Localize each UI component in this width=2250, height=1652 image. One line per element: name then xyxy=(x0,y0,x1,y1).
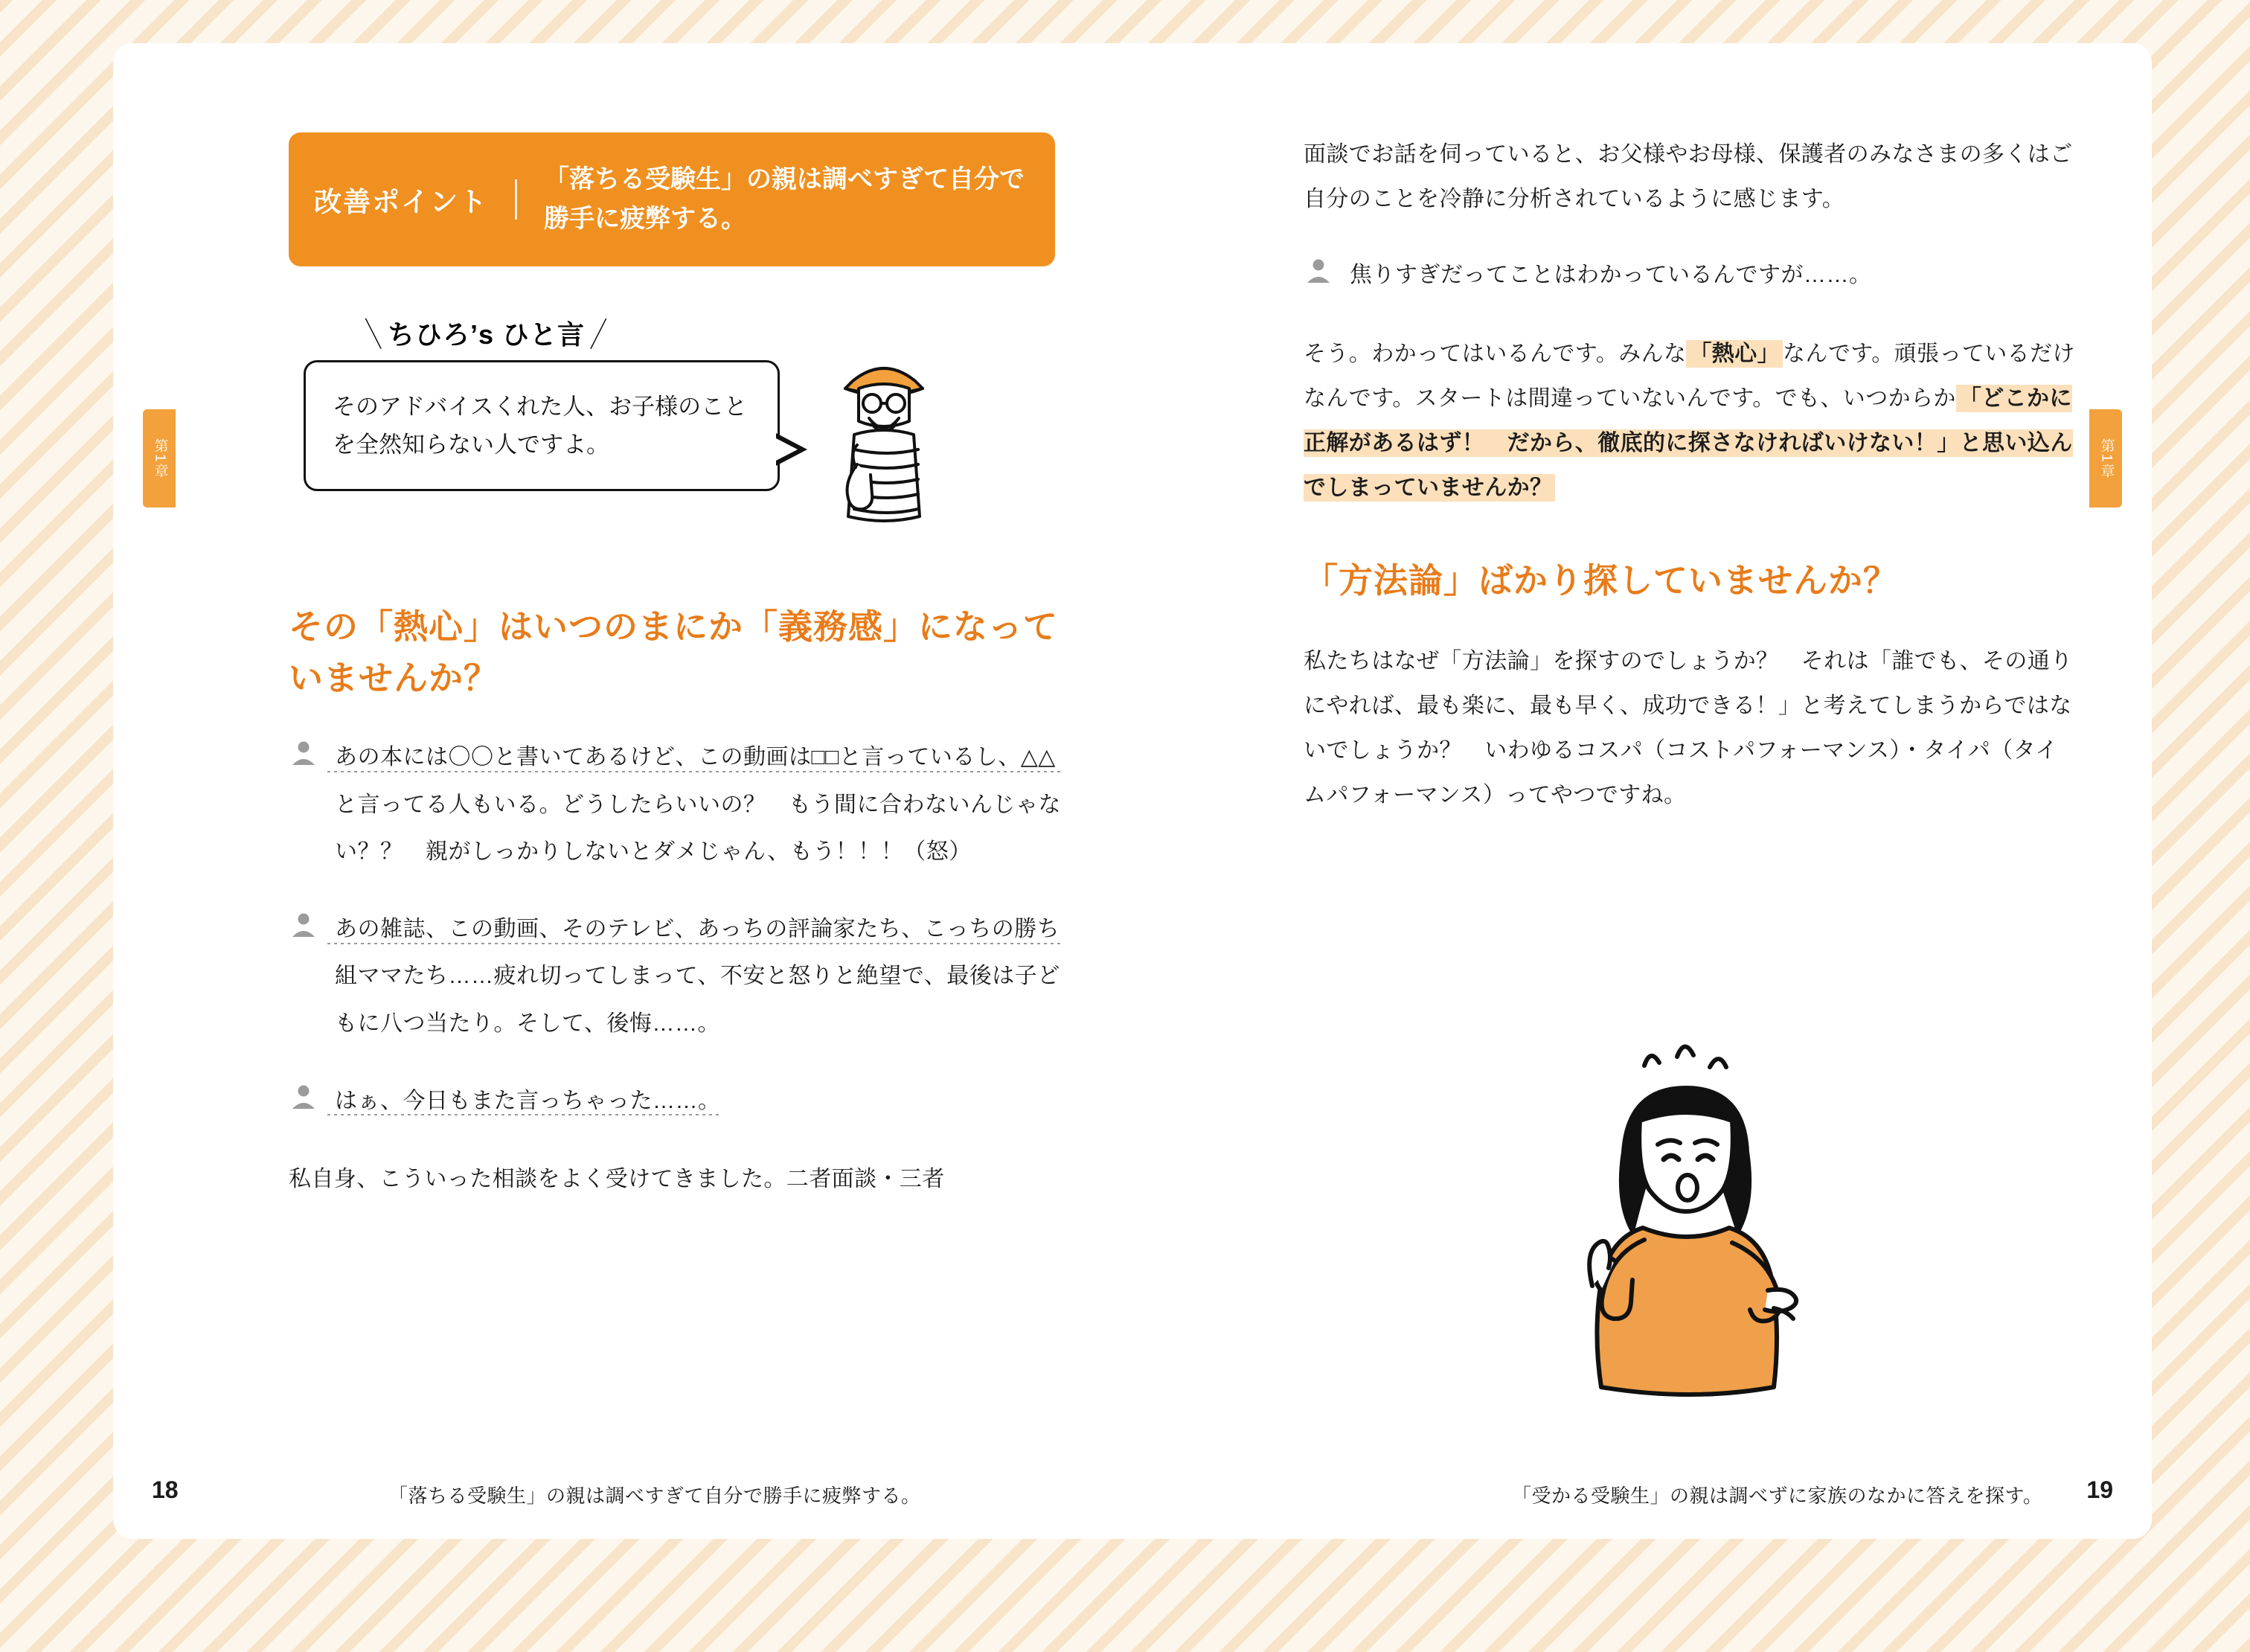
chapter-tab-right xyxy=(2089,409,2122,508)
decorative-slash-right: ／ xyxy=(581,316,618,353)
person-icon xyxy=(289,910,327,1048)
book-spread xyxy=(113,43,2152,1539)
chihiro-character-illustration xyxy=(810,341,958,545)
improvement-point-text: 「落ちる受験生」の親は調べすぎて自分で勝手に疲弊する。 xyxy=(544,165,1025,233)
improvement-point-banner xyxy=(289,132,1055,266)
page-footer xyxy=(113,1470,2152,1515)
page-number-right: 19 xyxy=(2086,1476,2113,1503)
chapter-tab-left xyxy=(143,409,176,508)
chapter-tab-right-label: 第1章 xyxy=(2098,438,2115,479)
highlight-seikai: 「どこかに正解があるはず！ だから、徹底的に探さなければいけない！」と思い込んでしまっていませんか？ xyxy=(1304,385,2073,500)
chihiro-comment-title xyxy=(355,314,618,353)
quote-text-3: はぁ、今日もまた言っちゃった……。 xyxy=(327,1078,721,1125)
quote-item xyxy=(289,906,1062,1048)
right-paragraph-2-pre: そう。わかってはいるんです。みんな xyxy=(1304,341,1687,366)
right-paragraph-2-mid: なんです。頑張っているだけなんです。スタートは間違っていないんです。でも、いつからか xyxy=(1304,341,2075,411)
quote-item xyxy=(289,1078,1062,1125)
chihiro-speech-text: そのアドバイスくれた人、お子様のことを全然知らない人ですよ。 xyxy=(333,394,748,458)
speech-bubble-tail xyxy=(776,433,807,466)
running-head-right: 「受かる受験生」の親は調べずに家族のなかに答えを探す。 xyxy=(1512,1485,2043,1507)
quote-item xyxy=(1304,252,2077,299)
quote-item xyxy=(289,734,1062,876)
decorative-slash-left: ＼ xyxy=(355,316,391,353)
right-quote-text-1: 焦りすぎだってことはわかっているんですが……。 xyxy=(1350,263,1872,287)
left-page-content xyxy=(289,132,1062,1202)
running-head-left: 「落ちる受験生」の親は調べすぎて自分で勝手に疲弊する。 xyxy=(388,1485,921,1507)
right-section-heading: 「方法論」ばかり探していませんか？ xyxy=(1304,560,1898,600)
chihiro-comment-block xyxy=(289,314,1062,560)
chapter-tab-left-label: 第1章 xyxy=(152,438,168,479)
person-icon xyxy=(289,1082,327,1125)
right-page-content xyxy=(1304,132,2077,818)
improvement-point-label: 改善ポイント xyxy=(314,179,517,220)
highlight-nesshin: 「熱心」 xyxy=(1686,340,1783,368)
left-section-heading: その「熱心」はいつのまにか「義務感」になっていませんか？ xyxy=(289,607,1058,697)
left-closing-paragraph: 私自身、こういった相談をよく受けてきました。二者面談・三者 xyxy=(289,1167,945,1192)
right-paragraph-3: 私たちはなぜ「方法論」を探すのでしょうか？ それは「誰でも、その通りにやれば、最も楽に、最も早く、成功できる！」と考えてしまうからではないでしょうか？ いわゆるコスパ（コストパフォーマンス）・タイパ（タイムパフォーマンス）ってやつですね。 xyxy=(1304,648,2073,807)
right-paragraph-1: 面談でお話を伺っていると、お父様やお母様、保護者のみなさまの多くはご自分のことを冷静に分析されているように感じます。 xyxy=(1304,142,2073,211)
right-paragraph-2 xyxy=(1304,332,2077,510)
surprised-woman-illustration xyxy=(1512,1040,1839,1446)
chihiro-comment-title-text: ちひろ’s ひと言 xyxy=(388,319,586,350)
quote-text-1: あの本には〇〇と書いてあるけど、この動画は□□と言っているし、△△と言ってる人もいる。どうしたらいいの？ もう間に合わないんじゃない？？ 親がしっかりしないとダメじゃん、もう！！！（怒） xyxy=(327,734,1062,876)
person-icon xyxy=(1304,256,1342,299)
page-number-left: 18 xyxy=(152,1476,179,1503)
quote-text-2: あの雑誌、この動画、そのテレビ、あっちの評論家たち、こっちの勝ち組ママたち……疲れ切ってしまって、不安と怒りと絶望で、最後は子どもに八つ当たり。そして、後悔……。 xyxy=(327,906,1062,1048)
person-icon xyxy=(289,738,327,876)
chihiro-speech-bubble xyxy=(304,360,780,491)
